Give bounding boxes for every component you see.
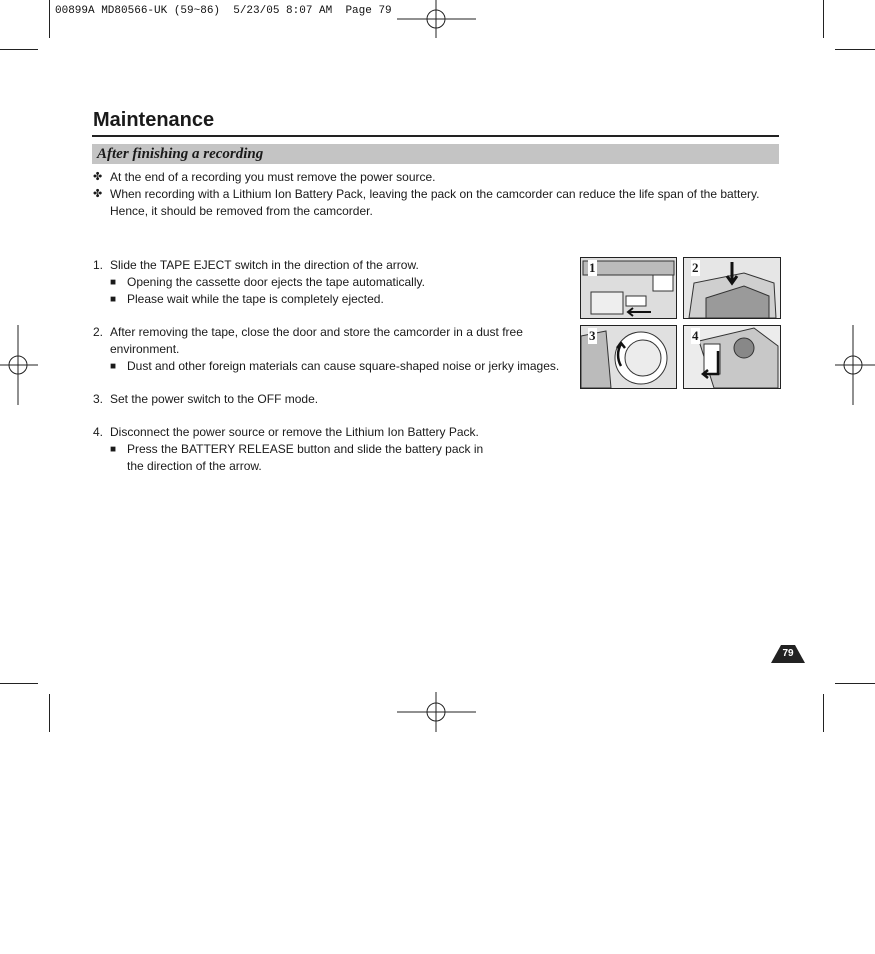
sub-item: [110, 441, 487, 475]
step-item: [93, 424, 573, 475]
sub-item: [110, 358, 573, 375]
page-number: 79: [782, 648, 794, 659]
list-item: [93, 186, 783, 220]
step-item: [93, 391, 573, 408]
step-text: After removing the tape, close the door and store the camcorder in a dust free environment.: [110, 325, 523, 356]
title-divider: [92, 135, 779, 137]
sub-text: Opening the cassette door ejects the tape automatically.: [127, 275, 425, 289]
sub-item: [110, 274, 573, 291]
page-title: Maintenance: [93, 109, 215, 131]
figure-label: 3: [589, 328, 596, 343]
bullet-text: At the end of a recording you must remove the power source.: [110, 170, 436, 184]
cross-bullet-icon: ✤: [93, 188, 103, 200]
step-number: 1.: [93, 258, 104, 272]
square-bullet-icon: ■: [110, 294, 117, 305]
square-bullet-icon: ■: [110, 361, 117, 372]
step-number: 4.: [93, 425, 104, 439]
step-text: Set the power switch to the OFF mode.: [110, 392, 319, 406]
section-title: After finishing a recording: [97, 146, 264, 162]
step-list: [93, 257, 573, 491]
step-text: Disconnect the power source or remove the Lithium Ion Battery Pack.: [110, 425, 479, 439]
list-item: [93, 169, 783, 186]
sub-item: [110, 291, 573, 308]
sub-text: Please wait while the tape is completely ejected.: [127, 292, 384, 306]
step-item: [93, 257, 573, 308]
step-number: 2.: [93, 325, 104, 339]
figure-label: 2: [692, 260, 699, 275]
figure-3-power-switch: [580, 325, 677, 389]
bullet-text: When recording with a Lithium Ion Battery Pack, leaving the pack on the camcorder can reduce the life span of the battery. Hence, it should be removed from the camcorder.: [110, 187, 760, 218]
sub-text: Dust and other foreign materials can cause square-shaped noise or jerky images.: [127, 359, 560, 373]
print-slug: 00899A MD80566-UK (59~86) 5/23/05 8:07 AM Page 79: [55, 5, 392, 17]
step-number: 3.: [93, 392, 104, 406]
figure-2-close-door: [683, 257, 781, 319]
step-text: Slide the TAPE EJECT switch in the direction of the arrow.: [110, 258, 419, 272]
figure-label: 1: [589, 260, 596, 275]
step-item: [93, 324, 573, 375]
figure-1-tape-eject: [580, 257, 677, 319]
square-bullet-icon: ■: [110, 444, 117, 455]
square-bullet-icon: ■: [110, 277, 117, 288]
figure-4-battery-release: [683, 325, 781, 389]
intro-bullet-list: [93, 169, 783, 220]
figure-label: 4: [692, 328, 699, 343]
sub-text: Press the BATTERY RELEASE button and slide the battery pack in the direction of the arrow.: [127, 442, 484, 473]
cross-bullet-icon: ✤: [93, 171, 103, 183]
